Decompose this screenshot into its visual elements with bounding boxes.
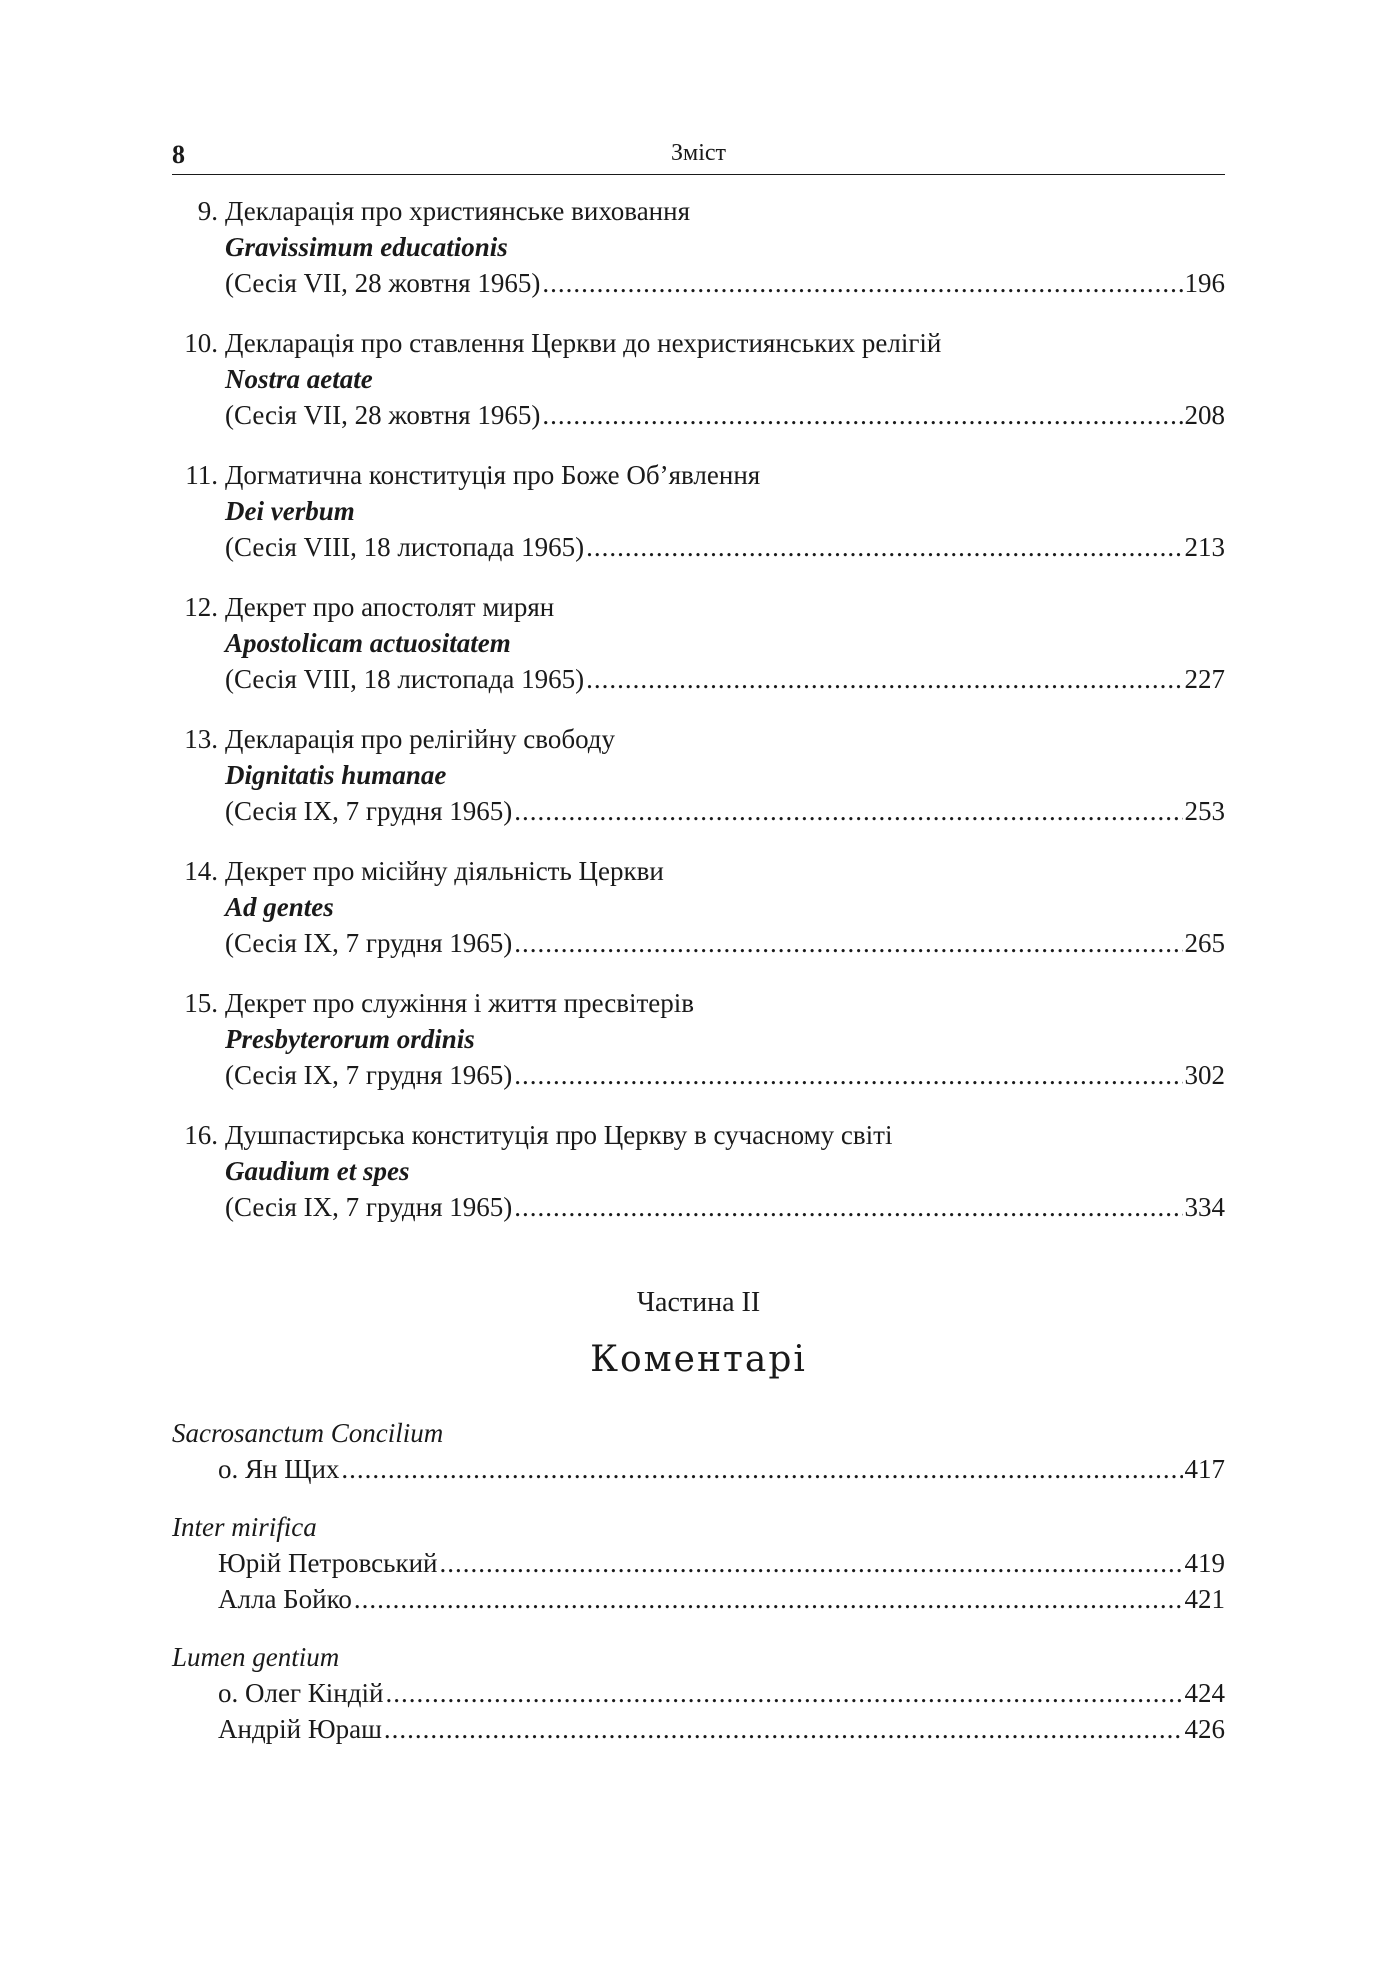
dot-leader: [439, 1545, 1182, 1581]
entry-page: 265: [1184, 928, 1225, 958]
entry-page: 334: [1184, 1192, 1225, 1222]
entry-title: Декларація про релігійну свободу: [225, 724, 616, 754]
entry-latin-title: Dei verbum: [225, 496, 355, 526]
entry-title: Декрет про місійну діяльність Церкви: [225, 856, 664, 886]
entry-page: 302: [1184, 1060, 1225, 1090]
commentary-title: Sacrosanctum Concilium: [172, 1418, 444, 1448]
entry-page: 227: [1184, 664, 1225, 694]
entry-latin-title: Apostolicam actuositatem: [225, 628, 511, 658]
toc-entry[interactable]: [172, 457, 1225, 565]
entry-title: Душпастирська конституція про Церкву в сучасному світі: [225, 1120, 893, 1150]
toc-entry[interactable]: [172, 193, 1225, 301]
entry-latin-title: Gravissimum educationis: [225, 232, 508, 262]
author-page: 426: [1184, 1714, 1225, 1744]
entry-number: 9.: [197, 196, 218, 226]
entry-session: (Сесія IX, 7 грудня 1965): [225, 928, 513, 958]
author-page: 419: [1184, 1548, 1225, 1578]
author-name: о. Олег Кіндій: [218, 1678, 384, 1708]
commentary-author-row[interactable]: [172, 1711, 1225, 1747]
toc-entry[interactable]: [172, 325, 1225, 433]
dot-leader: [341, 1451, 1182, 1487]
entry-number: 11.: [185, 460, 218, 490]
commentary-group: [172, 1415, 1225, 1487]
entry-latin-title: Presbyterorum ordinis: [225, 1024, 475, 1054]
page-header: [172, 132, 1225, 175]
entry-title: Декрет про служіння і життя пресвітерів: [225, 988, 695, 1018]
running-title: Зміст: [670, 140, 727, 166]
author-page: 421: [1184, 1584, 1225, 1614]
entry-number: 13.: [184, 724, 218, 754]
toc-entry[interactable]: [172, 1117, 1225, 1225]
entry-session: (Сесія IX, 7 грудня 1965): [225, 1060, 513, 1090]
commentaries-list: [172, 1415, 1225, 1747]
commentary-author-row[interactable]: [172, 1675, 1225, 1711]
dot-leader: [514, 1189, 1182, 1225]
dot-leader: [385, 1675, 1182, 1711]
entry-latin-title: Ad gentes: [225, 892, 334, 922]
entry-session: (Сесія VII, 28 жовтня 1965): [225, 400, 541, 430]
entry-title: Декрет про апостолят мирян: [225, 592, 555, 622]
entry-number: 16.: [184, 1120, 218, 1150]
toc-entry[interactable]: [172, 589, 1225, 697]
author-name: о. Ян Щих: [218, 1454, 340, 1484]
entry-page: 196: [1184, 268, 1225, 298]
dot-leader: [542, 265, 1182, 301]
commentary-group: [172, 1639, 1225, 1747]
dot-leader: [542, 397, 1182, 433]
entry-session: (Сесія IX, 7 грудня 1965): [225, 1192, 513, 1222]
toc-entry[interactable]: [172, 721, 1225, 829]
entry-latin-title: Gaudium et spes: [225, 1156, 410, 1186]
dot-leader: [384, 1711, 1183, 1747]
toc-page: [172, 132, 1225, 1769]
dot-leader: [354, 1581, 1183, 1617]
entry-number: 14.: [184, 856, 218, 886]
toc-entry[interactable]: [172, 853, 1225, 961]
entry-page: 213: [1184, 532, 1225, 562]
entry-title: Догматична конституція про Боже Об’явлення: [225, 460, 761, 490]
entry-page: 253: [1184, 796, 1225, 826]
entry-title: Декларація про християнське виховання: [225, 196, 690, 226]
entry-number: 10.: [184, 328, 218, 358]
dot-leader: [514, 793, 1182, 829]
commentary-author-row[interactable]: [172, 1545, 1225, 1581]
entry-title: Декларація про ставлення Церкви до нехристиянських релігій: [225, 328, 942, 358]
entry-session: (Сесія VII, 28 жовтня 1965): [225, 268, 541, 298]
commentary-title: Lumen gentium: [172, 1642, 340, 1672]
part-title: Коментарі: [590, 1339, 807, 1380]
author-page: 417: [1184, 1454, 1225, 1484]
entry-page: 208: [1184, 400, 1225, 430]
entry-session: (Сесія VIII, 18 листопада 1965): [225, 532, 585, 562]
page-number: 8: [172, 140, 185, 169]
author-name: Андрій Юраш: [218, 1714, 382, 1744]
entry-session: (Сесія IX, 7 грудня 1965): [225, 796, 513, 826]
commentary-author-row[interactable]: [172, 1451, 1225, 1487]
part-label: Частина II: [636, 1287, 761, 1318]
commentary-title: Inter mirifica: [172, 1512, 317, 1542]
part-heading: [172, 1283, 1225, 1385]
entry-latin-title: Nostra aetate: [225, 364, 373, 394]
author-name: Юрій Петровський: [218, 1548, 438, 1578]
entry-session: (Сесія VIII, 18 листопада 1965): [225, 664, 585, 694]
dot-leader: [586, 661, 1182, 697]
entry-number: 12.: [184, 592, 218, 622]
author-name: Алла Бойко: [218, 1584, 352, 1614]
dot-leader: [586, 529, 1182, 565]
author-page: 424: [1184, 1678, 1225, 1708]
commentary-author-row[interactable]: [172, 1581, 1225, 1617]
toc-entries: [172, 193, 1225, 1225]
entry-number: 15.: [184, 988, 218, 1018]
toc-entry[interactable]: [172, 985, 1225, 1093]
entry-latin-title: Dignitatis humanae: [225, 760, 447, 790]
commentary-group: [172, 1509, 1225, 1617]
dot-leader: [514, 1057, 1182, 1093]
dot-leader: [514, 925, 1182, 961]
